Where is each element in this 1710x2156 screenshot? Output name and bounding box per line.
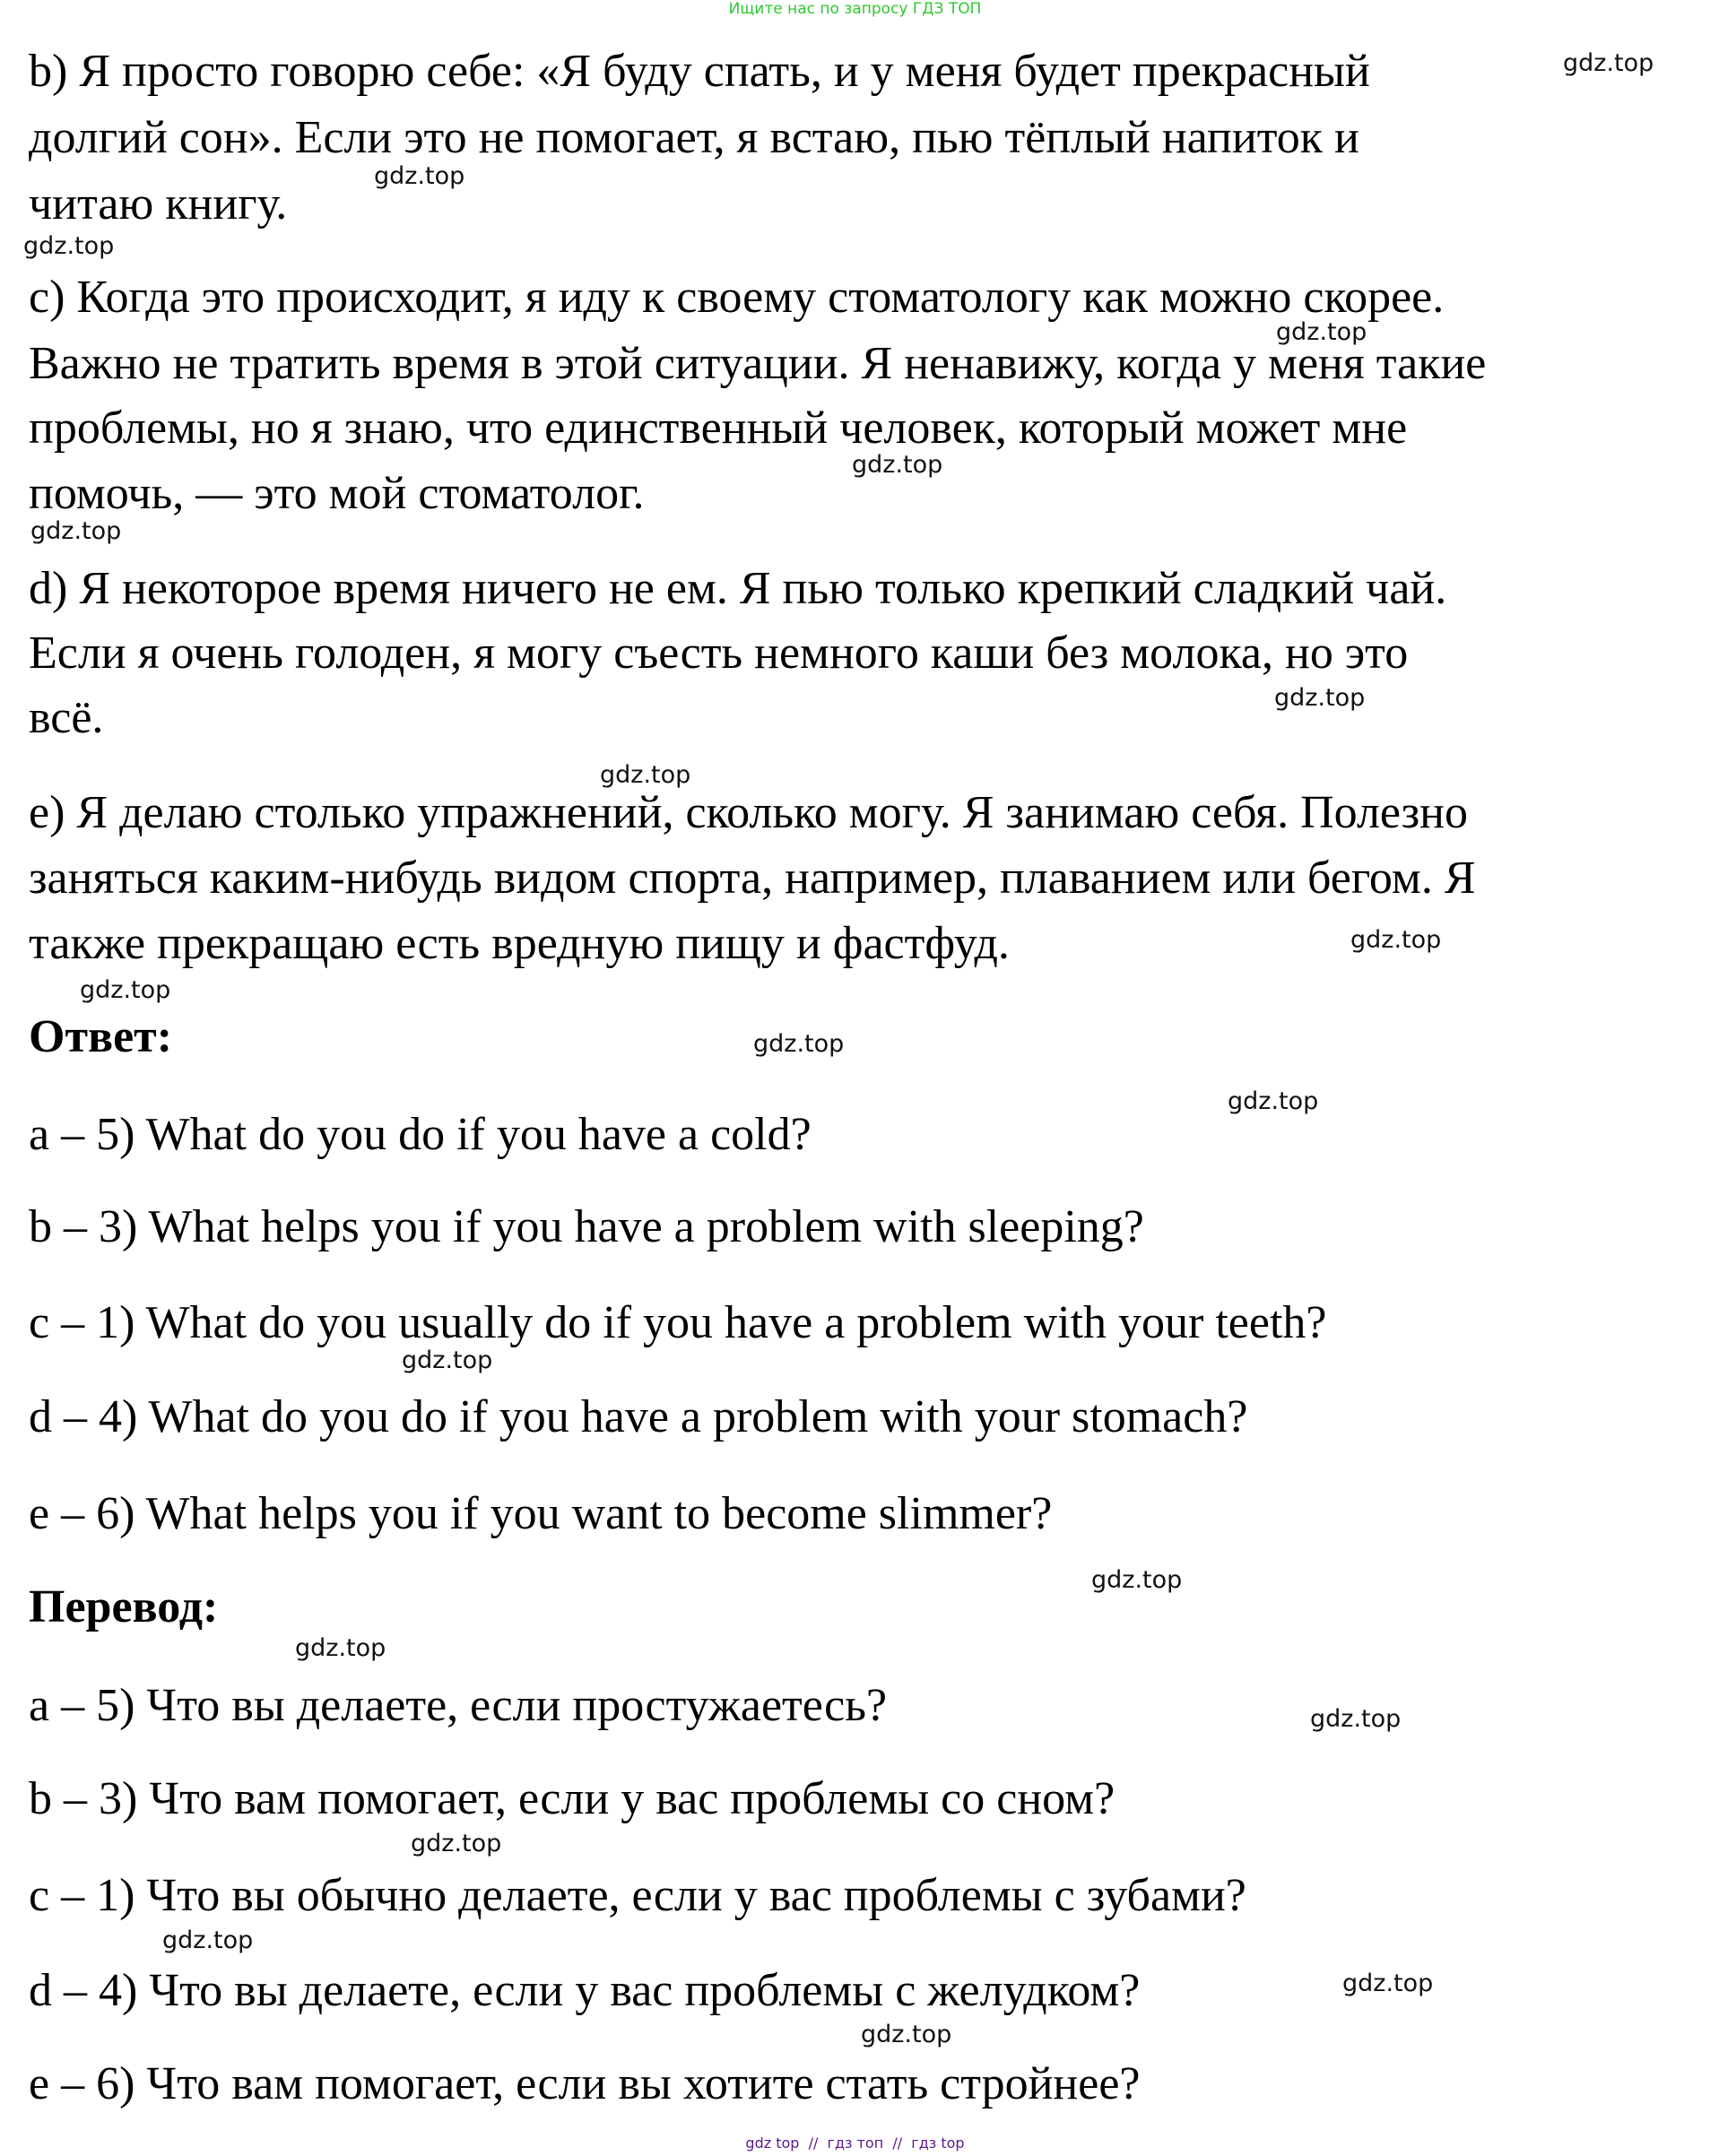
watermark: gdz.top [374,162,465,190]
exercise-line-b-3: читаю книгу. [29,178,288,229]
watermark: gdz.top [600,761,691,789]
exercise-line-c-1: c) Когда это происходит, я иду к своему стоматологу как можно скорее. [29,272,1445,323]
exercise-line-e-2: заняться каким-нибудь видом спорта, например, плаванием или бегом. Я [29,853,1476,904]
watermark: gdz.top [1274,684,1366,712]
answer-heading: Ответ: [29,1011,173,1062]
exercise-line-b-1: b) Я просто говорю себе: «Я буду спать, и у меня будет прекрасный [29,46,1370,97]
footer-watermark: gdz top // гдз топ // гдз top [745,2134,965,2152]
watermark: gdz.top [1342,1970,1434,1997]
watermark: gdz.top [1276,318,1367,346]
answer-item-d: d – 4) What do you do if you have a problem with your stomach? [29,1391,1248,1442]
watermark: gdz.top [861,2021,952,2048]
exercise-line-d-2: Если я очень голоден, я могу съесть немного каши без молока, но это [29,628,1409,679]
watermark: gdz.top [852,451,943,479]
exercise-line-e-1: e) Я делаю столько упражнений, сколько могу. Я занимаю себя. Полезно [29,787,1468,838]
exercise-line-c-3: проблемы, но я знаю, что единственный человек, который может мне [29,403,1408,454]
watermark: gdz.top [162,1927,254,1954]
watermark: gdz.top [402,1346,493,1374]
answer-item-e: e – 6) What helps you if you want to become slimmer? [29,1488,1053,1539]
watermark: gdz.top [23,232,115,260]
translation-item-c: c – 1) Что вы обычно делаете, если у вас проблемы с зубами? [29,1870,1246,1921]
watermark: gdz.top [1310,1705,1402,1733]
site-search-banner: Ищите нас по запросу ГДЗ ТОП [728,0,982,18]
watermark: gdz.top [753,1030,845,1058]
exercise-line-b-2: долгий сон». Если это не помогает, я встаю, пью тёплый напиток и [29,112,1359,163]
exercise-line-c-4: помочь, — это мой стоматолог. [29,468,645,519]
translation-item-a: a – 5) Что вы делаете, если простужаетесь? [29,1680,888,1731]
watermark: gdz.top [80,976,171,1004]
answer-item-b: b – 3) What helps you if you have a problem with sleeping? [29,1201,1144,1252]
watermark: gdz.top [1091,1566,1183,1594]
watermark: gdz.top [295,1634,386,1662]
translation-item-b: b – 3) Что вам помогает, если у вас проблемы со сном? [29,1773,1115,1824]
exercise-line-d-3: всё. [29,692,104,743]
exercise-line-e-3: также прекращаю есть вредную пищу и фастфуд. [29,918,1010,969]
exercise-line-c-2: Важно не тратить время в этой ситуации. Я ненавижу, когда у меня такие [29,338,1487,389]
watermark: gdz.top [30,517,122,545]
watermark: gdz.top [411,1830,502,1857]
watermark: gdz.top [1350,926,1442,954]
watermark: gdz.top [1563,49,1654,77]
watermark: gdz.top [1228,1087,1319,1115]
answer-item-c: c – 1) What do you usually do if you have a problem with your teeth? [29,1297,1327,1348]
translation-heading: Перевод: [29,1581,219,1632]
answer-item-a: a – 5) What do you do if you have a cold? [29,1109,812,1160]
translation-item-e: e – 6) Что вам помогает, если вы хотите стать стройнее? [29,2058,1141,2109]
exercise-line-d-1: d) Я некоторое время ничего не ем. Я пью только крепкий сладкий чай. [29,563,1447,614]
translation-item-d: d – 4) Что вы делаете, если у вас проблемы с желудком? [29,1965,1141,2016]
